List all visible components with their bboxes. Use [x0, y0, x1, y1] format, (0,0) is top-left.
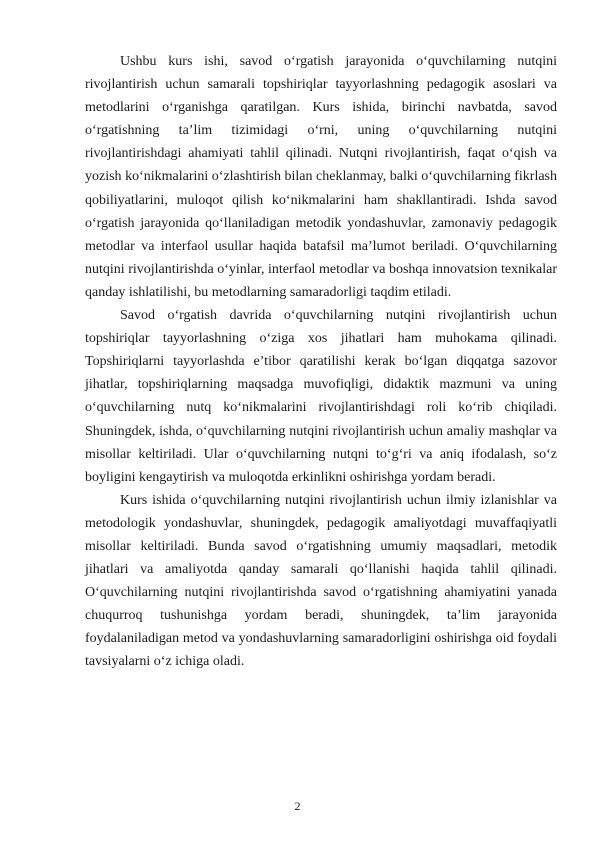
paragraph-tasks: Savod o‘rgatish davrida o‘quvchilarning nutqini rivojlantirish uchun topshiriqlar tayyorlashning o‘ziga xos jihatlari ham muhokama qilinadi. Topshiriqlarni tayyorlashda e’tibor qaratilishi kerak bo‘lgan diqqatga sazovor jihatlar, topshiriqlarning maqsadga muvofiqligi, didaktik mazmuni va uning o‘quvchilarning nutq ko‘nikmalarini rivojlantirishdagi roli ko‘rib chiqiladi. Shuningdek, ishda, o‘quvchilarning nutqini rivojlantirish uchun amaliy mashqlar va misollar keltiriladi. Ular o‘quvchilarning nutqni to‘g‘ri va aniq ifodalash, so‘z boyligini kengaytirish va muloqotda erkinlikni oshirishga yordam beradi.: [85, 308, 557, 485]
paragraph-intro: Ushbu kurs ishi, savod o‘rgatish jarayonida o‘quvchilarning nutqini rivojlantirish uchun samarali topshiriqlar tayyorlashning pedagogik asoslari va metodlarini o‘rganishga qaratilgan. Kurs ishida, birinchi navbatda, savod o‘rgatishning ta’lim tizimidagi o‘rni, uning o‘quvchilarning nutqini rivojlantirishdagi ahamiyati tahlil qilinadi. Nutqni rivojlantirish, faqat o‘qish va yozish ko‘nikmalarini o‘zlashtirish bilan cheklanmay, balki o‘quvchilarning fikrlash qobiliyatlarini, muloqot qilish ko‘nikmalarini ham shakllantiradi. Ishda savod o‘rgatish jarayonida qo‘llaniladigan metodik yondashuvlar, zamonaviy pedagogik metodlar va interfaol usullar haqida batafsil ma’lumot beriladi. O‘quvchilarning nutqini rivojlantirishda o‘yinlar, interfaol metodlar va boshqa innovatsion texnikalar qanday ishlatilishi, bu metodlarning samaradorligi taqdim etiladi.: [85, 54, 557, 300]
page-number: 2: [294, 799, 301, 813]
document-body: [85, 50, 557, 674]
paragraph-research: Kurs ishida o‘quvchilarning nutqini rivojlantirish uchun ilmiy izlanishlar va metodologik yondashuvlar, shuningdek, pedagogik amaliyotdagi muvaffaqiyatli misollar keltiriladi. Bunda savod o‘rgatishning umumiy maqsadlari, metodik jihatlari va amaliyotda qanday samarali qo‘llanishi haqida tahlil qilinadi. O‘quvchilarning nutqini rivojlantirishda savod o‘rgatishning ahamiyatini yanada chuqurroq tushunishga yordam beradi, shuningdek, ta’lim jarayonida foydalaniladigan metod va yondashuvlarning samaradorligini oshirishga oid foydali tavsiyalarni o‘z ichiga oladi.: [85, 492, 557, 670]
